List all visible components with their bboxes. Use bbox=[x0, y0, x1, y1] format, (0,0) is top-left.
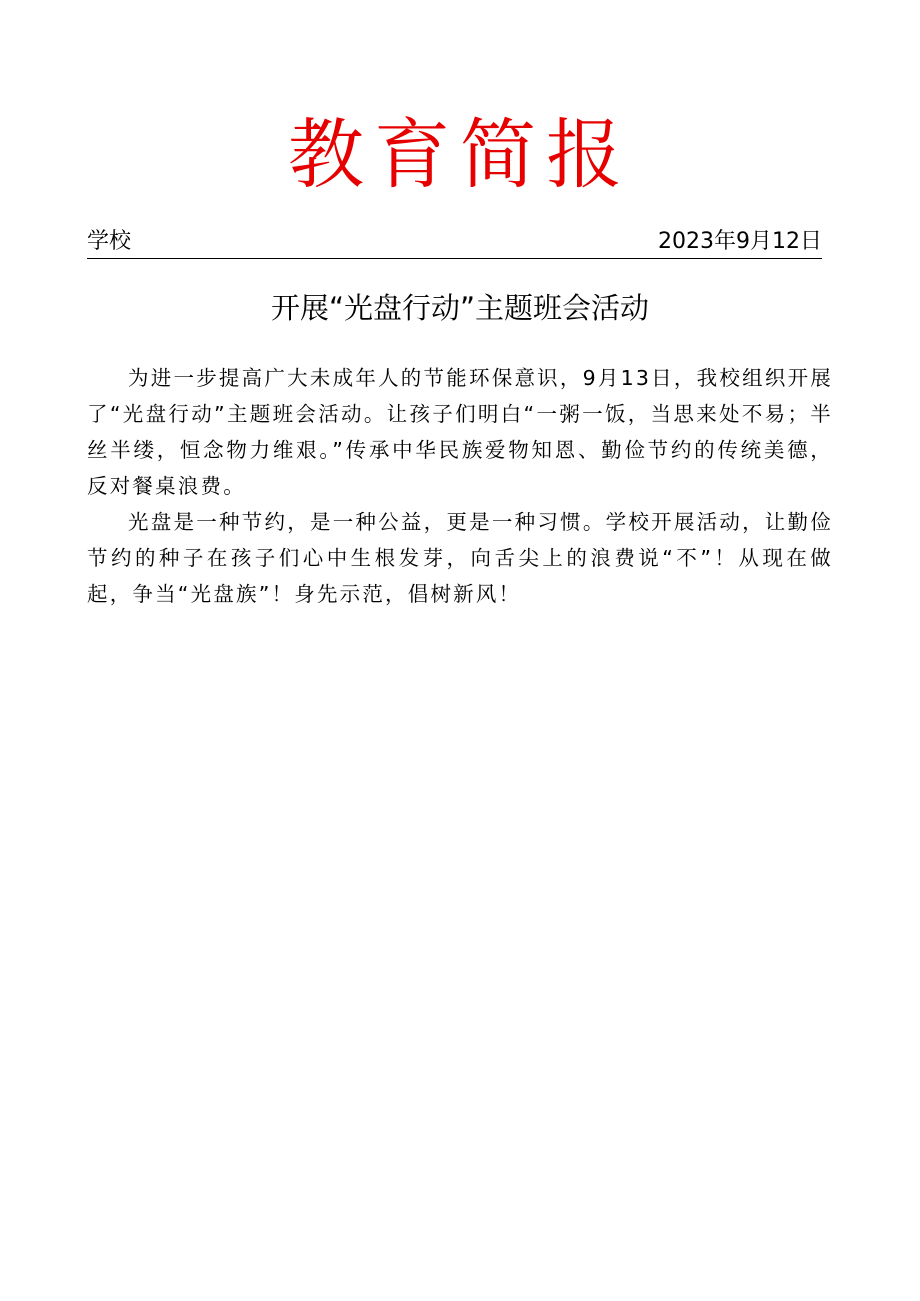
article-paragraph: 光盘是一种节约，是一种公益，更是一种习惯。学校开展活动，让勤俭节约的种子在孩子们心中生根发芽，向舌尖上的浪费说“不”！从现在做起，争当“光盘族”！身先示范，倡树新风！ bbox=[87, 510, 833, 606]
issue-date: 2023年9月12日 bbox=[658, 229, 822, 254]
school-date-line bbox=[87, 226, 822, 259]
newsletter-masthead: 教育简报 bbox=[288, 110, 632, 199]
article-title: 开展“光盘行动”主题班会活动 bbox=[270, 291, 650, 325]
school-label: 学校 bbox=[87, 229, 132, 254]
article-body bbox=[87, 360, 833, 612]
article-paragraph: 为进一步提高广大未成年人的节能环保意识，9月13日，我校组织开展了“光盘行动”主题班会活动。让孩子们明白“一粥一饭，当思来处不易；半丝半缕，恒念物力维艰。”传承中华民族爱物知恩、勤俭节约的传统美德，反对餐桌浪费。 bbox=[87, 366, 833, 498]
